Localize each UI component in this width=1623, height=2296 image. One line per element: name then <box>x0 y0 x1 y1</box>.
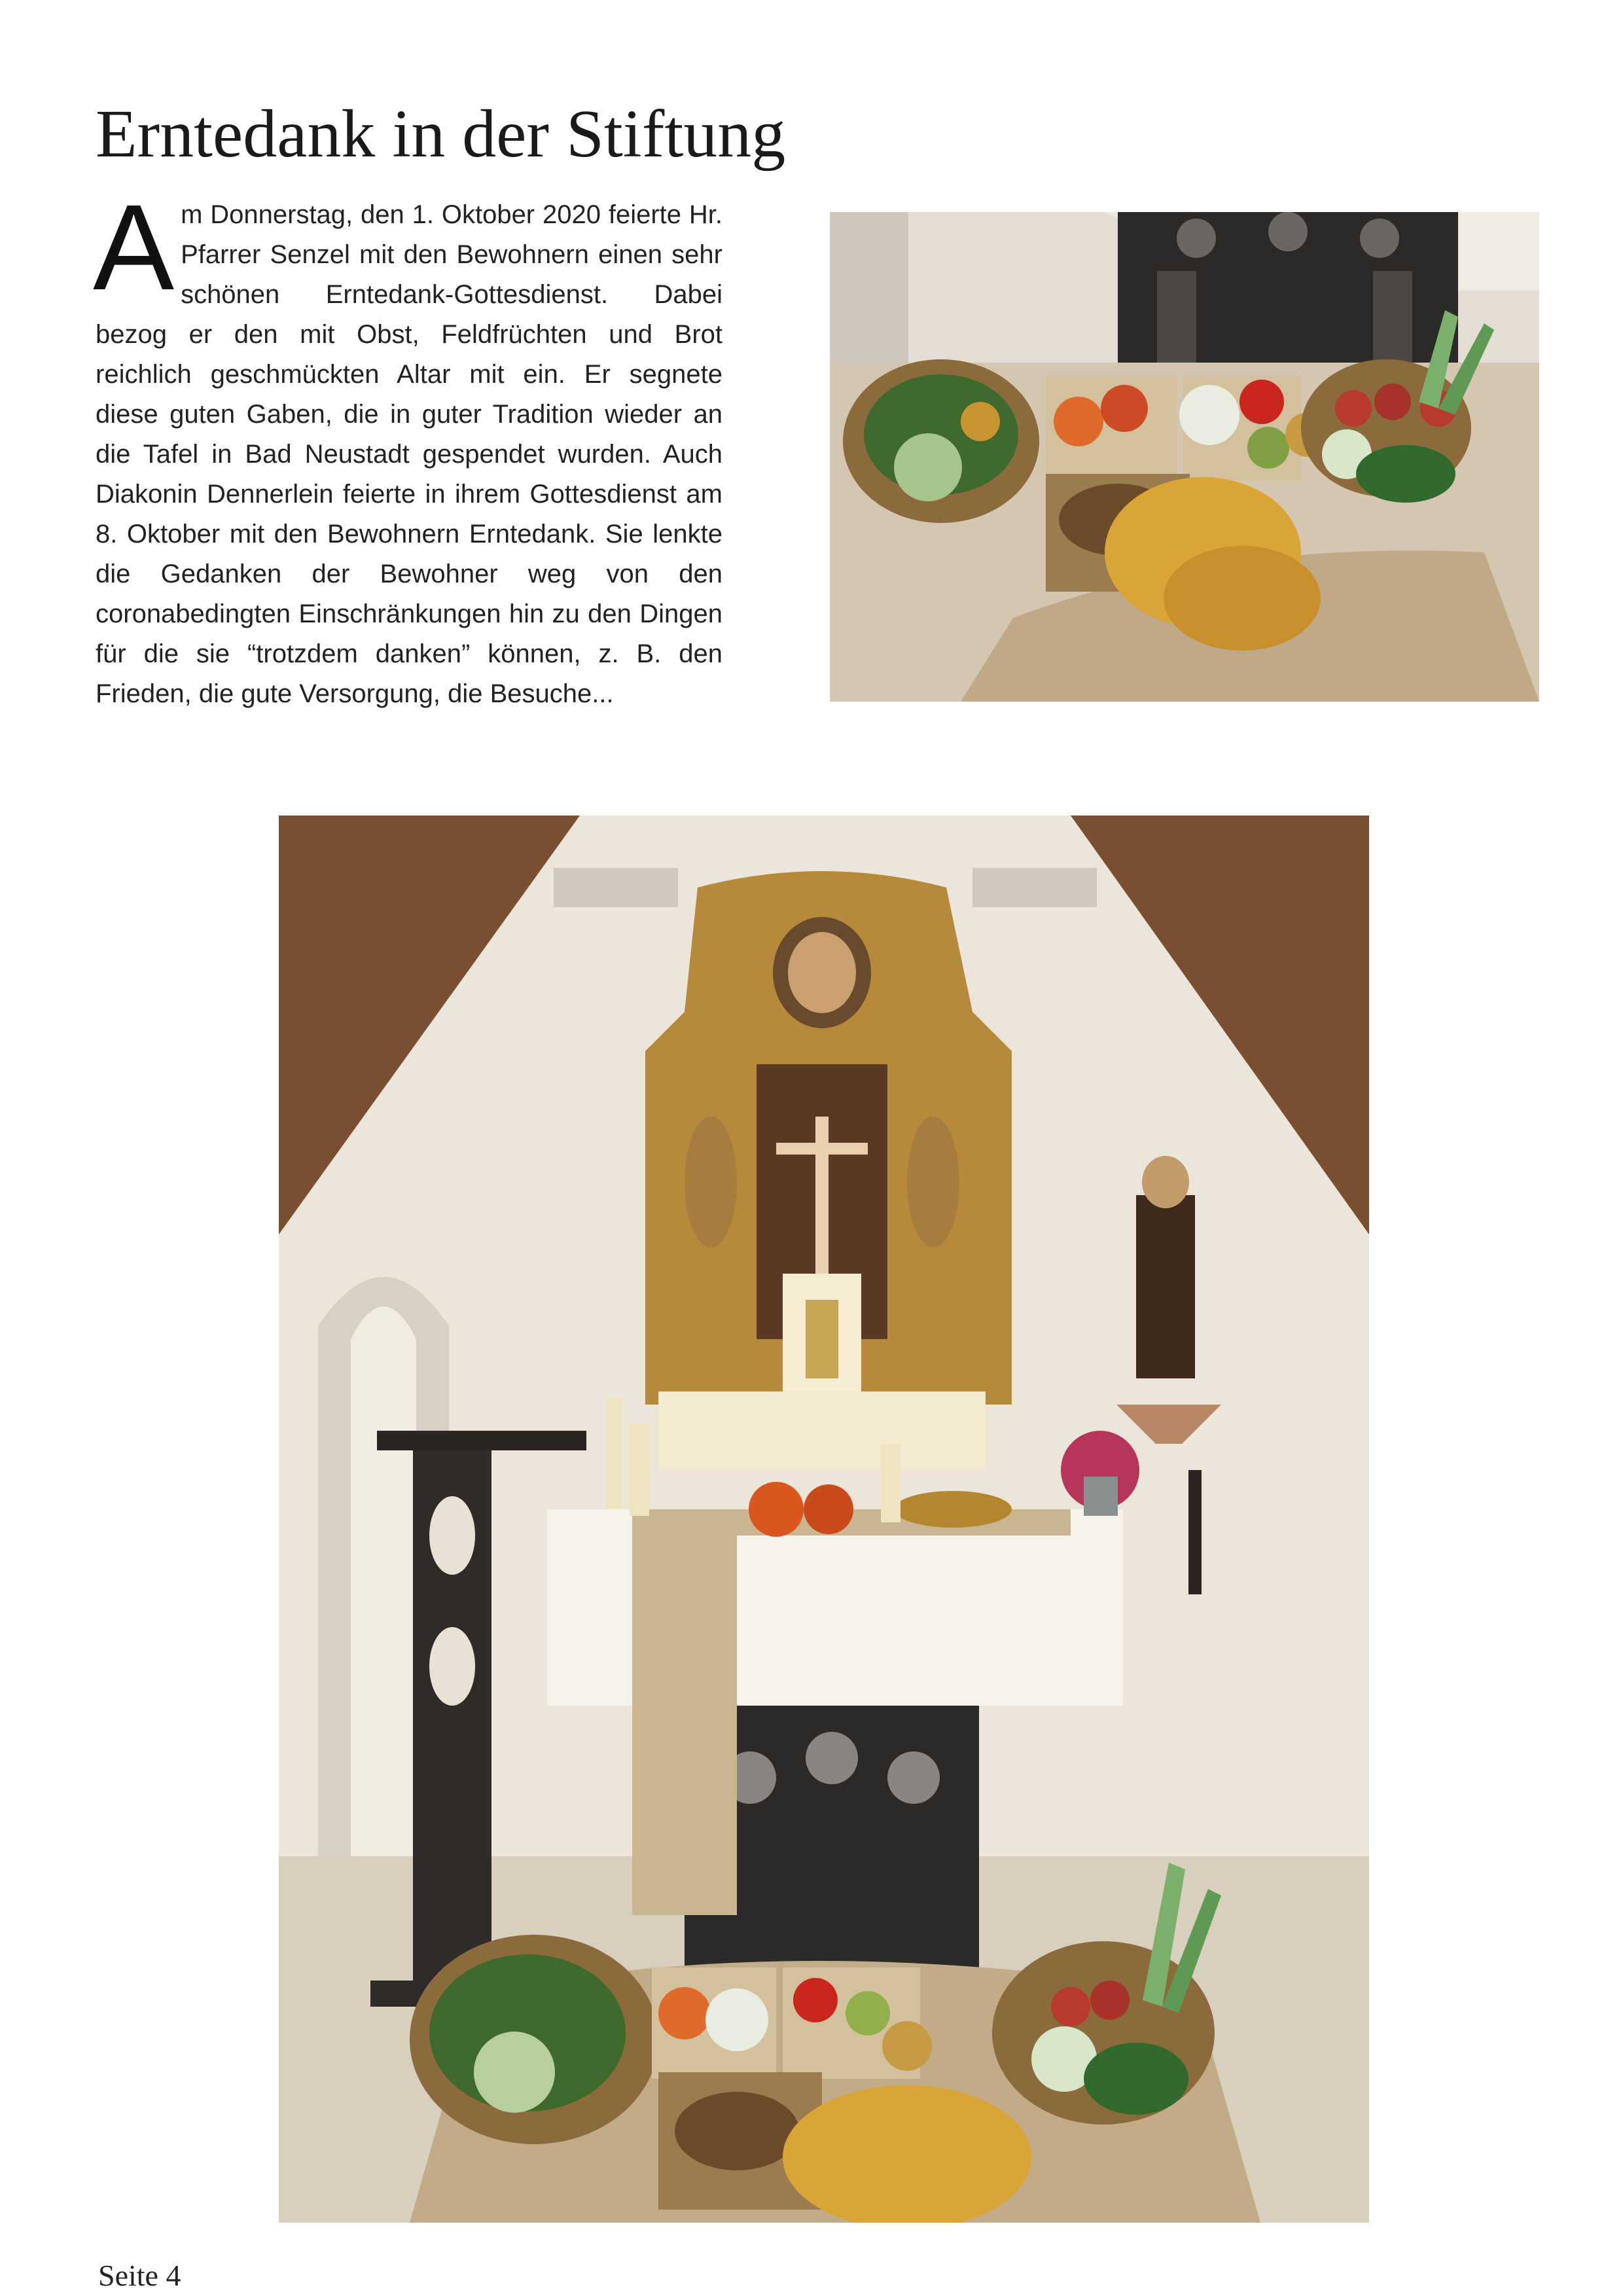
article-title: Erntedank in der Stiftung <box>96 96 786 171</box>
chapel-altar-image <box>279 816 1369 2223</box>
harvest-baskets-image <box>830 212 1539 702</box>
article-paragraph <box>93 180 722 714</box>
page-number: Seite 4 <box>98 2259 181 2292</box>
drop-cap: A <box>93 180 175 315</box>
chapel-altar-photo <box>279 816 1369 2223</box>
harvest-baskets-photo <box>830 212 1539 702</box>
article-body <box>93 180 722 784</box>
article-text: m Donnerstag, den 1. Oktober 2020 feierte Hr. Pfarrer Senzel mit den Bewohnern einen sehr schönen Erntedank-Gottesdienst. Dabei bezog er den mit Obst, Feldfrüchten und Brot reichlich geschmückten Altar mit ein. Er segnete diese guten Gaben, die in guter Tradition wieder an die Tafel in Bad Neustadt gespendet wurden. Auch Diakonin Dennerlein feierte in ihrem Gottesdienst am 8. Oktober mit den Bewohnern Erntedank. Sie lenkte die Gedanken der Bewohner weg von den coronabedingten Einschränkungen hin zu den Dingen für die sie “trotzdem danken” können, z. B. den Frieden, die gute Versorgung, die Besuche... <box>96 200 722 708</box>
